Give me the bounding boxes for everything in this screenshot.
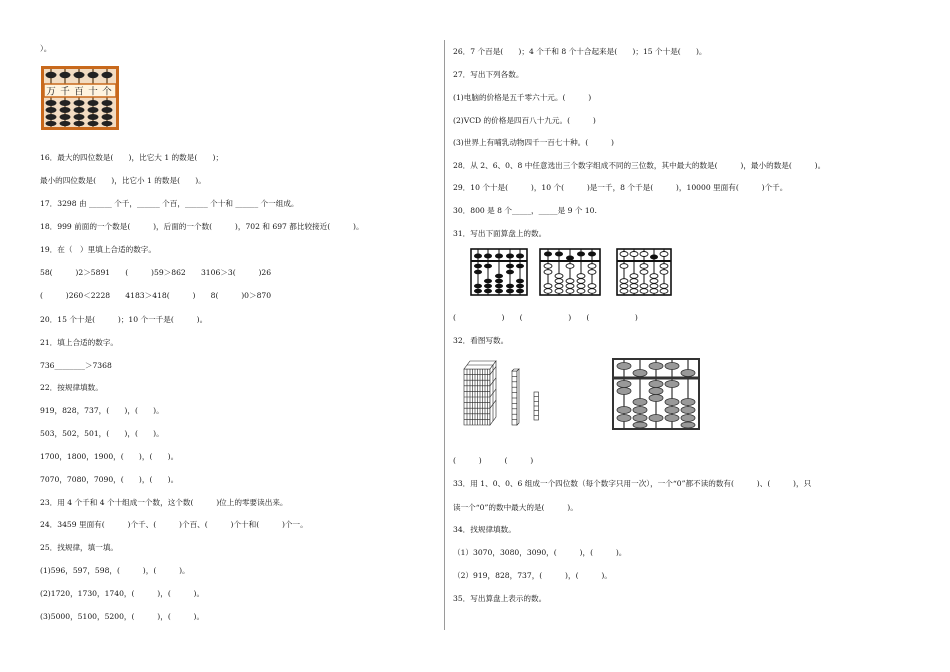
abacus-3: [616, 248, 672, 296]
abacus-figure-3: [616, 248, 672, 296]
question-18: 18．999 前面的一个数是( )，后面的一个数( )，702 和 697 都比较接近( )。: [40, 222, 364, 231]
question-33: 33．用 1、0、0、6 组成一个四位数（每个数字只用一次），一个“0”都不读的数有( )、( )，只: [453, 479, 812, 488]
abacus-2: [539, 248, 601, 296]
question-27: 27．写出下列各数。: [453, 70, 524, 79]
question-19: 19．在（ ）里填上合适的数字。: [40, 245, 156, 254]
question-27-item3: (3)世界上有哺乳动物四千一百七十种。( ): [453, 138, 614, 147]
question-28: 28．从 2、6、0、8 中任意选出三个数字组成不同的三位数，其中最大的数是( )，最小的数是( )。: [453, 161, 826, 170]
question-25-row2: (2)1720，1730，1740，( )，( )。: [40, 589, 205, 598]
question-30: 30．800 是 8 个_____，_____是 9 个 10.: [453, 206, 597, 215]
colored-abacus: [41, 66, 119, 130]
question-19-row1: 58( )2＞5891 ( )59＞862 3106＞3( )26: [40, 268, 272, 277]
question-32-answers: ( ) ( ): [453, 456, 534, 465]
abacus-label-bai: 百: [74, 86, 84, 98]
question-33-part2: 读一个“0”的数中最大的是( )。: [453, 503, 578, 512]
question-16: 16．最大的四位数是( )，比它大 1 的数是( )；: [40, 153, 224, 162]
question-32: 32．看图写数。: [453, 336, 509, 345]
question-22-row3: 1700，1800，1900，( )，( )。: [40, 452, 179, 461]
question-29: 29．10 个十是( )，10 个( )是一千，8 个千是( )，10000 里面有( )个千。: [453, 183, 788, 192]
question-21-row: 736________＞7368: [40, 361, 112, 370]
question-35: 35．写出算盘上表示的数。: [453, 594, 547, 603]
question-22: 22．按规律填数。: [40, 383, 103, 392]
question-20: 20．15 个十是( )；10 个一千是( )。: [40, 315, 208, 324]
question-34-row1: （1）3070，3080，3090，( )，( )。: [453, 548, 627, 557]
question-17: 17．3298 由 ______ 个千，______ 个百，______ 个十和 ______ 个一组成。: [40, 199, 299, 208]
question-25-row3: (3)5000，5100，5200，( )，( )。: [40, 612, 205, 621]
abacus-label-wan: 万: [46, 86, 56, 98]
abacus-label-ge: 个: [102, 86, 112, 98]
abacus-figure-1: [470, 248, 528, 296]
column-divider: [444, 40, 445, 630]
question-26: 26．7 个百是( )；4 个千和 8 个十合起来是( )；15 个十是( )。: [453, 47, 707, 56]
base-ten-blocks-figure: [462, 355, 562, 427]
question-31-answers: ( ) ( ) ( ): [453, 313, 638, 322]
text-line: ）。: [40, 44, 52, 53]
question-27-item2: (2)VCD 的价格是四百八十九元。( ): [453, 116, 596, 125]
question-16-part2: 最小的四位数是( )，比它小 1 的数是( )。: [40, 176, 206, 185]
question-25-row1: (1)596，597，598，( )，( )。: [40, 566, 190, 575]
question-22-row4: 7070，7080，7090，( )，( )。: [40, 475, 179, 484]
question-25: 25．找规律，填一填。: [40, 543, 119, 552]
colored-abacus-figure: [41, 66, 119, 130]
large-abacus: [612, 358, 700, 430]
question-19-row2: ( )260＜2228 4183＞418( ) 8( )0＞870: [40, 291, 272, 300]
question-21: 21．填上合适的数字。: [40, 338, 119, 347]
abacus-1: [470, 248, 528, 296]
abacus-label-qian: 千: [60, 86, 70, 98]
base-ten-blocks: [462, 355, 562, 427]
question-24: 24．3459 里面有( )个千、( )个百、( )个十和( )个一。: [40, 520, 308, 529]
large-abacus-figure: [612, 358, 700, 430]
question-22-row2: 503，502，501，( )，( )。: [40, 429, 164, 438]
question-22-row1: 919，828，737，( )，( )。: [40, 406, 164, 415]
question-34: 34．找规律填数。: [453, 525, 516, 534]
question-27-item1: (1)电脑的价格是五千零六十元。( ): [453, 93, 592, 102]
abacus-figure-2: [539, 248, 601, 296]
question-34-row2: （2）919，828，737，( )，( )。: [453, 571, 612, 580]
question-23: 23．用 4 个千和 4 个十组成一个数，这个数( )位上的零要读出来。: [40, 498, 288, 507]
question-31: 31．写出下面算盘上的数。: [453, 229, 547, 238]
abacus-label-shi: 十: [88, 86, 98, 98]
